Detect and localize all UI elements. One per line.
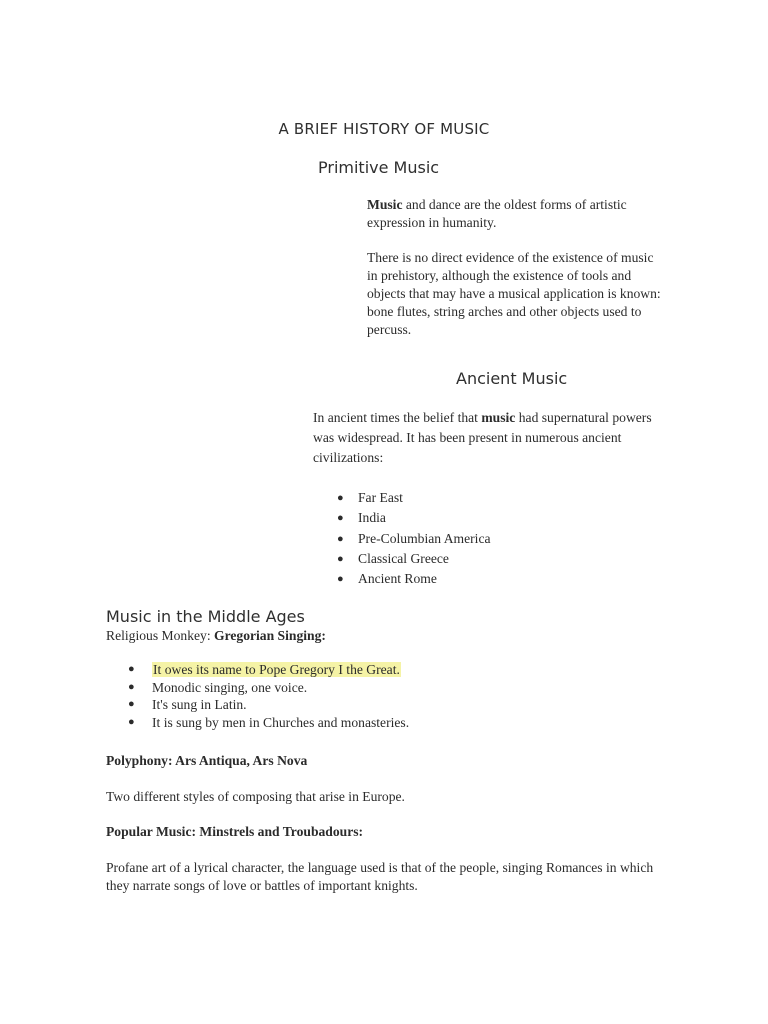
heading-middle-ages: Music in the Middle Ages <box>106 607 305 626</box>
bullet-icon: ● <box>337 492 344 504</box>
primitive-paragraph-1 <box>367 196 667 232</box>
bullet-icon: ● <box>128 698 135 711</box>
ancient-p1-text-a: In ancient times the belief that <box>313 410 482 425</box>
list-item-label: Ancient Rome <box>358 571 437 587</box>
ancient-paragraph <box>313 408 663 468</box>
popular-music-text: Profane art of a lyrical character, the language used is that of the people, singing Romances in which they narrate songs of love or battles of important knights. <box>106 860 654 893</box>
polyphony-heading <box>106 752 307 770</box>
bullet-icon: ● <box>128 716 135 729</box>
heading-primitive-music: Primitive Music <box>318 158 440 177</box>
list-item <box>337 488 658 508</box>
gregorian-heading: Gregorian Singing: <box>214 628 326 643</box>
list-item <box>337 569 658 589</box>
bullet-icon: ● <box>128 680 135 693</box>
list-item-label: Classical Greece <box>358 550 449 566</box>
primitive-bold-music: Music <box>367 197 403 212</box>
bullet-icon: ● <box>337 552 344 565</box>
primitive-paragraph-2: There is no direct evidence of the existence of music in prehistory, although the existence of tools and objects that may have a musical application is known: bone flutes, string arches and other objects used to percuss. <box>367 250 661 337</box>
bullet-icon: ● <box>337 532 344 545</box>
ancient-civilizations-list <box>337 488 658 589</box>
religious-line <box>106 627 606 645</box>
religious-prefix: Religious Monkey: <box>106 628 214 643</box>
list-item <box>337 508 658 528</box>
list-item-label: Monodic singing, one voice. <box>152 679 308 695</box>
ancient-bold-music: music <box>481 410 516 425</box>
popular-music-heading-text: Popular Music: Minstrels and Troubadours: <box>106 824 364 839</box>
gregorian-list <box>128 661 652 732</box>
heading-ancient-music: Ancient Music <box>456 369 568 388</box>
polyphony-heading-text: Polyphony: Ars Antiqua, Ars Nova <box>106 753 308 768</box>
list-item <box>128 696 652 714</box>
list-item-label: It's sung in Latin. <box>152 697 247 713</box>
ancient-p1-text-b: had supernatural powers was widespread. It has been present in numerous ancient civilizations: <box>313 410 652 465</box>
polyphony-text: Two different styles of composing that arise in Europe. <box>106 789 405 804</box>
list-item-label: Pre-Columbian America <box>358 530 491 546</box>
list-item-label: India <box>358 510 386 526</box>
highlighted-text: It owes its name to Pope Gregory I the Great. <box>153 662 400 677</box>
bullet-icon: ● <box>337 573 344 586</box>
list-item <box>337 529 658 549</box>
bullet-icon: ● <box>337 512 344 525</box>
list-item-label: Far East <box>358 490 403 505</box>
list-item <box>128 679 652 697</box>
bullet-icon: ● <box>128 663 135 675</box>
list-item <box>128 661 652 679</box>
list-item <box>337 549 658 569</box>
primitive-p1-text: and dance are the oldest forms of artistic expression in humanity. <box>367 197 627 230</box>
list-item <box>128 714 652 732</box>
popular-music-heading <box>106 823 363 841</box>
document-title: A BRIEF HISTORY OF MUSIC <box>278 120 490 138</box>
list-item-label: It is sung by men in Churches and monasteries. <box>152 715 410 731</box>
